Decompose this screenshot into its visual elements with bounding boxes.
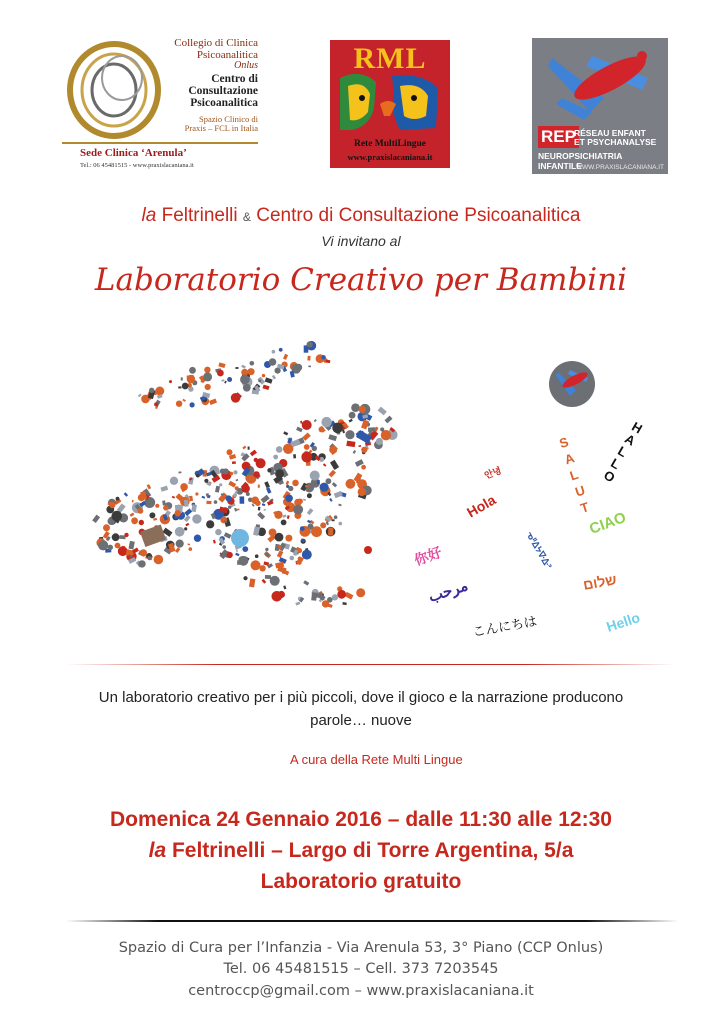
mosaic-piece (242, 484, 250, 492)
mosaic-piece (241, 365, 246, 369)
rep-line2: ET PSYCHANALYSE (574, 137, 657, 147)
mosaic-piece (116, 497, 120, 501)
word-korean: 안녕 (482, 465, 503, 481)
mosaic-piece (298, 499, 303, 504)
mosaic-piece (153, 518, 157, 521)
mosaic-piece (175, 510, 181, 516)
mosaic-piece (329, 498, 332, 502)
mosaic-piece (361, 465, 366, 470)
mosaic-piece (251, 497, 259, 505)
mosaic-piece (281, 520, 287, 526)
mosaic-piece (345, 430, 354, 439)
mosaic-piece (283, 431, 288, 435)
mosaic-piece (149, 512, 155, 518)
mosaic-piece (195, 492, 198, 495)
description-line2: parole… nuove (310, 712, 412, 729)
mosaic-piece (351, 403, 360, 412)
mosaic-piece (175, 547, 180, 553)
mosaic-piece (240, 375, 250, 385)
airplane-icon (532, 38, 668, 130)
mosaic-piece (155, 504, 159, 508)
mosaic-piece (253, 471, 259, 477)
page-title: Laboratorio Creativo per Bambini (94, 262, 628, 298)
ccp-college: Collegio di Clinica Psicoanalitica Onlus (174, 37, 258, 72)
mosaic-piece (288, 486, 293, 491)
mosaic-piece (234, 508, 237, 512)
mosaic-piece (356, 588, 365, 597)
mosaic-piece (129, 541, 135, 550)
rml-logo (330, 40, 450, 168)
word-hello: Hello (604, 609, 642, 635)
mosaic-piece (273, 455, 278, 460)
mosaic-piece (140, 524, 166, 547)
ccp-sede: Sede Clinica ‘Arenula’ (80, 147, 187, 159)
mosaic-piece (378, 407, 387, 416)
mosaic-piece (332, 423, 343, 434)
mosaic-piece (267, 468, 271, 472)
mosaic-piece (293, 454, 296, 458)
mosaic-piece (290, 556, 295, 561)
divider-top (66, 664, 676, 665)
mosaic-piece (283, 354, 288, 360)
mosaic-piece (319, 427, 325, 433)
mosaic-piece (138, 560, 145, 567)
mosaic-piece (312, 446, 317, 451)
mosaic-piece (328, 527, 333, 535)
mosaic-piece (359, 406, 366, 413)
mosaic-piece (163, 505, 168, 510)
mosaic-piece (265, 548, 268, 551)
mosaic-piece (149, 388, 154, 393)
rml-subtitle: Rete MultiLingue (353, 139, 427, 149)
mosaic-piece (243, 576, 247, 580)
mosaic-piece (332, 519, 335, 521)
mosaic-piece (334, 491, 343, 498)
mosaic-piece (178, 386, 181, 388)
mosaic-piece (251, 560, 261, 570)
mosaic-piece (307, 341, 313, 347)
mosaic-piece (258, 379, 261, 382)
mosaic-piece (258, 485, 260, 488)
mosaic-piece (287, 515, 290, 519)
mosaic-piece (227, 377, 232, 382)
mosaic-piece (308, 366, 311, 368)
mosaic-piece (118, 546, 128, 556)
mosaic-piece (124, 492, 128, 496)
mosaic-piece (205, 384, 211, 390)
mosaic-piece (279, 348, 283, 352)
mosaic-piece (204, 367, 210, 373)
mosaic-piece (224, 532, 232, 539)
mosaic-piece (303, 499, 306, 502)
mosaic-piece (252, 504, 255, 507)
mosaic-piece (258, 507, 261, 511)
mosaic-piece (233, 493, 237, 497)
mosaic-piece (179, 541, 183, 544)
mosaic-piece (243, 384, 251, 392)
mosaic-piece (218, 362, 225, 368)
mosaic-piece (300, 421, 302, 424)
mosaic-piece (302, 420, 312, 430)
mosaic-piece (314, 419, 317, 422)
venue-address: Feltrinelli – Largo di Torre Argentina, 5/a (171, 839, 574, 862)
mosaic-piece (247, 368, 254, 375)
mosaic-piece (326, 360, 331, 363)
mosaic-piece (265, 575, 271, 579)
word-shalom: שלום (581, 571, 618, 593)
mosaic-piece (138, 508, 144, 514)
mosaic-piece (255, 554, 259, 558)
word-chinese: 你好 (412, 543, 444, 569)
event-cost: Laboratorio gratuito (260, 870, 462, 893)
mosaic-piece (252, 390, 259, 395)
mosaic-piece (217, 370, 224, 377)
mosaic-piece (203, 372, 212, 381)
mosaic-piece (242, 546, 248, 552)
word-salut: SALUT (557, 434, 591, 516)
ccp-spazio: Spazio Clinico di Praxis – FCL in Italia (184, 114, 258, 133)
mosaic-piece (282, 514, 286, 518)
mosaic-piece (232, 461, 236, 464)
mosaic-piece (266, 487, 271, 494)
mosaic-piece (213, 540, 216, 544)
mosaic-piece (209, 398, 217, 404)
mosaic-piece (376, 438, 383, 445)
mosaic-piece (103, 524, 110, 531)
mosaic-piece (328, 434, 337, 441)
organizer-name: Centro di Consultazione Psicoanalitica (256, 205, 581, 226)
mosaic-piece (307, 520, 311, 524)
mosaic-piece (358, 445, 361, 447)
mosaic-piece (303, 580, 309, 585)
word-vertical: ᓀᐦᐃᔭᐍᐏᐣ (524, 529, 554, 571)
footer-contact: centroccp@gmail.com – www.praxislacaniana.it (188, 983, 534, 999)
mosaic-piece (276, 446, 283, 453)
event-date: Domenica 24 Gennaio 2016 – dalle 11:30 alle 12:30 (110, 808, 612, 831)
mosaic-piece (178, 471, 181, 473)
mosaic-piece (182, 399, 186, 402)
mosaic-piece (277, 566, 286, 573)
mosaic-piece (236, 549, 238, 552)
mosaic-piece (295, 601, 300, 605)
mosaic-piece (228, 481, 236, 488)
rep-url: WWW.PRAXISLACANIANA.IT (575, 164, 664, 171)
mosaic-piece (264, 481, 270, 488)
mosaic-piece (190, 402, 195, 407)
mosaic-piece (296, 427, 303, 433)
mosaic-piece (329, 470, 336, 478)
mosaic-piece (250, 361, 255, 366)
word-marhaba: مرحب (426, 577, 471, 606)
mosaic-piece (285, 535, 292, 542)
mosaic-piece (98, 540, 108, 550)
mosaic-piece (339, 522, 343, 526)
mosaic-piece (226, 495, 232, 501)
mosaic-piece (181, 377, 183, 380)
mosaic-piece (249, 578, 255, 587)
mosaic-piece (192, 514, 201, 523)
word-ciao: CIAO (587, 509, 629, 538)
mosaic-piece (317, 480, 320, 484)
mosaic-piece (112, 511, 123, 522)
mosaic-piece (262, 503, 266, 506)
mosaic-piece (263, 561, 269, 565)
word-konnichiwa: こんにちは (471, 613, 538, 640)
mosaic-piece (215, 486, 220, 493)
mosaic-piece (302, 550, 312, 560)
invite-line: Vi invitano al (321, 233, 401, 249)
mosaic-piece (310, 471, 320, 481)
mosaic-piece (272, 350, 276, 354)
mosaic-piece (330, 460, 339, 470)
mosaic-piece (189, 367, 196, 374)
mosaic-piece (202, 496, 206, 499)
mosaic-piece (248, 447, 250, 450)
mosaic-piece (189, 496, 193, 502)
mosaic-piece (235, 553, 239, 557)
mosaic-piece (119, 535, 125, 539)
rml-title: RML (353, 42, 427, 75)
mosaic-piece (257, 512, 265, 520)
mosaic-piece (349, 412, 356, 419)
mosaic-piece (228, 506, 231, 509)
mosaic-piece (329, 446, 337, 454)
mosaic-piece (112, 533, 120, 541)
mosaic-piece (131, 517, 138, 524)
mosaic-piece (170, 477, 178, 485)
ccp-tel: Tel.: 06 45481515 - www.praxislacaniana.it (80, 162, 194, 169)
curator-credit: A cura della Rete Multi Lingue (290, 752, 463, 767)
mosaic-piece (182, 383, 189, 390)
mosaic-piece (265, 377, 273, 383)
mosaic-piece (307, 356, 310, 361)
mosaic-piece (230, 472, 234, 476)
rml-url: www.praxislacaniana.it (347, 152, 433, 162)
mosaic-piece (262, 385, 269, 390)
mosaic-piece (364, 546, 372, 554)
mosaic-piece (188, 543, 191, 545)
mosaic-piece (322, 600, 329, 607)
mosaic-piece (305, 485, 309, 487)
mosaic-piece (269, 358, 277, 366)
footer-address: Spazio di Cura per l’Infanzia - Via Arenula 53, 3° Piano (CCP Onlus) (118, 940, 604, 956)
mosaic-piece (292, 480, 299, 487)
mosaic-piece (286, 481, 290, 486)
mosaic-piece (154, 555, 164, 565)
mosaic-piece (334, 515, 338, 519)
mosaic-piece (320, 483, 329, 492)
mosaic-piece (300, 526, 305, 531)
mosaic-piece (227, 449, 233, 455)
mosaic-piece (235, 479, 238, 481)
mosaic-piece (361, 447, 367, 453)
mosaic-piece (274, 511, 282, 519)
mosaic-piece (320, 522, 326, 528)
mosaic-piece (160, 486, 168, 492)
mosaic-piece (140, 549, 147, 556)
mosaic-piece (184, 500, 189, 507)
mosaic-piece (172, 496, 175, 499)
mosaic-piece (342, 602, 346, 605)
rep-neuro: NEUROPSICHIATRIA INFANTILE (538, 151, 623, 171)
la-text: la (141, 205, 157, 226)
mosaic-piece (283, 444, 293, 454)
mosaic-piece (337, 590, 346, 599)
description-line1: Un laboratorio creativo per i più piccoli, dove il gioco e la narrazione producono (98, 689, 624, 706)
mosaic-piece (184, 527, 187, 530)
mosaic-piece (277, 550, 284, 558)
mosaic-piece (321, 417, 331, 427)
mosaic-piece (92, 515, 100, 523)
illustration (70, 320, 690, 665)
mosaic-piece (239, 556, 249, 566)
word-hallo: HALLO (601, 418, 645, 486)
mosaic-piece (231, 393, 241, 403)
mosaic-piece (130, 513, 135, 517)
mosaic-piece (231, 529, 249, 547)
mosaic-piece (187, 375, 194, 380)
mosaic-piece (223, 468, 229, 474)
mosaic-piece (346, 441, 355, 448)
mosaic-piece (293, 505, 303, 515)
mosaic-piece (206, 501, 211, 504)
mosaic-piece (278, 591, 285, 598)
mosaic-piece (206, 520, 214, 528)
rep-line1: RÉSEAU ENFANT (574, 128, 646, 138)
mosaic-piece (138, 394, 142, 398)
mosaic-piece (283, 585, 286, 589)
mosaic-piece (154, 402, 158, 406)
mosaic-piece (196, 474, 200, 478)
mosaic-piece (222, 545, 226, 549)
mosaic-piece (184, 508, 192, 516)
mosaic-piece (380, 427, 384, 431)
divider-bottom (66, 920, 678, 922)
mosaic-piece (215, 529, 221, 535)
footer-phone: Tel. 06 45481515 – Cell. 373 7203545 (223, 961, 499, 977)
ampersand: & (242, 210, 251, 224)
mosaic-piece (250, 450, 257, 457)
mosaic-piece (332, 594, 338, 600)
rml-faces-graphic (330, 68, 450, 140)
rep-logo (532, 38, 668, 174)
mosaic-piece (221, 379, 224, 381)
mosaic-piece (147, 556, 151, 560)
mosaic-piece (175, 527, 185, 537)
feltrinelli-text: Feltrinelli (161, 205, 238, 226)
ccp-logo (62, 38, 258, 180)
mosaic-piece (214, 500, 218, 504)
mosaic-piece (262, 579, 267, 584)
ccp-centro-name: Centro di Consultazione Psicoanalitica (188, 73, 258, 110)
mosaic-piece (346, 479, 356, 489)
mosaic-piece (176, 401, 182, 407)
mosaic-piece (227, 552, 233, 558)
rep-badge: REP (538, 126, 579, 148)
mosaic-piece (263, 509, 266, 511)
mosaic-piece (235, 367, 238, 369)
mosaic-piece (272, 375, 276, 380)
ccp-divider (62, 142, 258, 144)
mosaic-piece (332, 482, 337, 487)
mosaic-piece (358, 488, 366, 496)
mosaic-piece (240, 496, 245, 503)
venue-la: la (148, 839, 167, 862)
mosaic-piece (321, 355, 325, 359)
mosaic-piece (224, 381, 227, 384)
mosaic-piece (256, 458, 266, 468)
mosaic-piece (353, 450, 356, 454)
organizers-line (0, 205, 722, 227)
mosaic-piece (368, 427, 375, 432)
mosaic-piece (301, 452, 312, 463)
mosaic-piece (107, 545, 113, 551)
mosaic-piece (275, 533, 284, 542)
mosaic-piece (237, 509, 240, 511)
mosaic-piece (384, 416, 392, 424)
word-hola: Hola (464, 491, 499, 521)
mosaic-piece (304, 444, 310, 450)
mosaic-piece (265, 553, 269, 557)
airplane-badge-icon (548, 360, 596, 408)
mosaic-piece (204, 479, 208, 483)
mosaic-piece (262, 374, 265, 377)
mosaic-piece (169, 380, 172, 383)
mosaic-piece (270, 576, 280, 586)
mosaic-piece (233, 470, 237, 474)
mosaic-piece (349, 419, 353, 423)
mosaic-piece (132, 500, 134, 503)
mosaic-piece (147, 484, 152, 489)
event-venue (0, 839, 722, 863)
mosaic-piece (338, 504, 341, 507)
mosaic-piece (194, 535, 201, 542)
mosaic-piece (285, 495, 293, 503)
mosaic-piece (139, 520, 144, 525)
mosaic-piece (219, 483, 222, 486)
mosaic-airplane (70, 320, 690, 665)
mosaic-piece (162, 500, 166, 505)
mosaic-piece (242, 445, 246, 449)
mosaic-piece (185, 523, 189, 527)
mosaic-piece (323, 463, 327, 466)
mosaic-piece (189, 547, 193, 551)
mosaic-piece (307, 508, 314, 515)
mosaic-piece (307, 493, 312, 498)
